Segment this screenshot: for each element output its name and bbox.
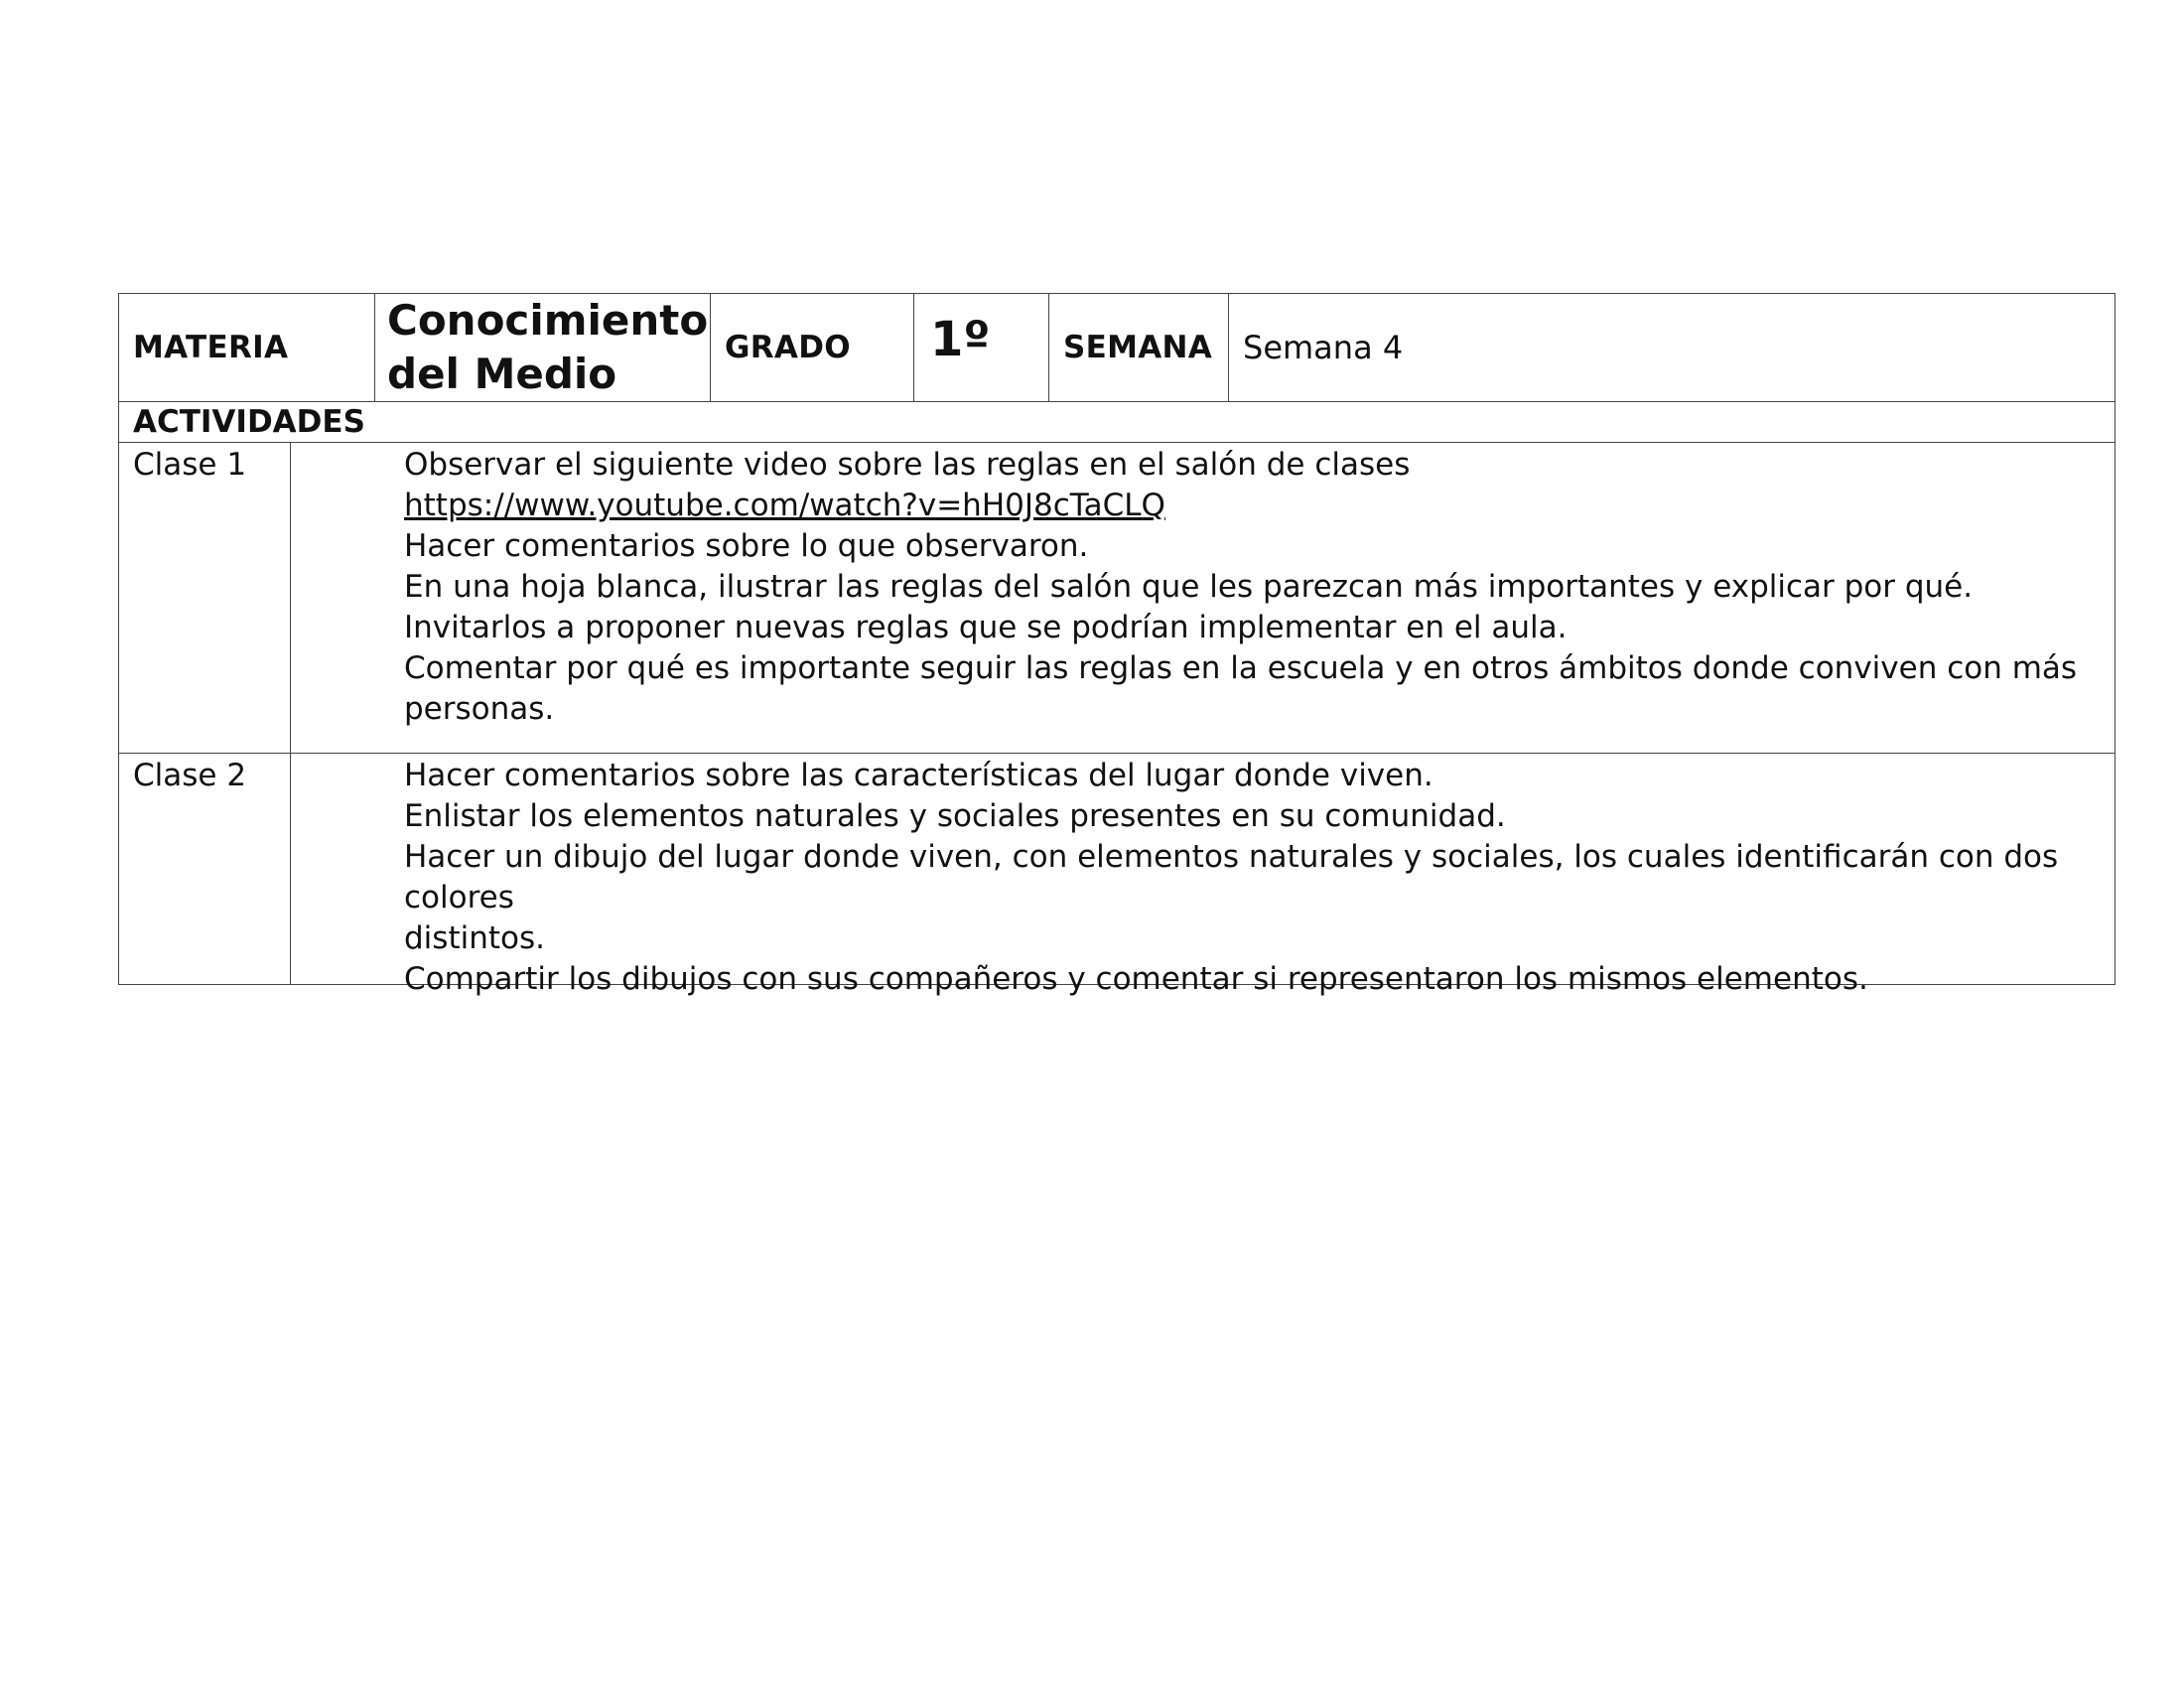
activity-line: Comentar por qué es importante seguir las reglas en la escuela y en otros ámbitos donde conviven con más	[404, 650, 2078, 686]
materia-label: MATERIA	[133, 330, 289, 365]
grado-label-cell	[711, 294, 914, 401]
semana-value-cell	[1229, 294, 2115, 401]
activity-line: Invitarlos a proponer nuevas reglas que se podrían implementar en el aula.	[404, 610, 1568, 645]
grado-label: GRADO	[725, 330, 851, 365]
grado-value-cell	[914, 294, 1049, 401]
materia-label-cell	[119, 294, 375, 401]
activity-line: En una hoja blanca, ilustrar las reglas del salón que les parezcan más importantes y explicar por qué.	[404, 569, 1974, 605]
class-row-1	[119, 443, 2115, 754]
activity-line: Hacer comentarios sobre lo que observaron.	[404, 528, 1089, 564]
semana-label-cell	[1049, 294, 1229, 401]
class-row-2	[119, 754, 2115, 997]
activities-title: ACTIVIDADES	[133, 403, 365, 440]
activities-table	[118, 401, 2116, 997]
semana-label: SEMANA	[1063, 330, 1213, 365]
activity-line: Enlistar los elementos naturales y sociales presentes en su comunidad.	[404, 798, 1506, 834]
header-table	[118, 293, 2116, 402]
activity-line: Hacer un dibujo del lugar donde viven, con elementos naturales y sociales, los cuales identificarán con dos colores	[404, 839, 2059, 915]
activity-line: distintos.	[404, 920, 545, 956]
materia-value: Conocimiento del Medio	[387, 296, 709, 398]
class-body-1	[291, 443, 2115, 753]
activity-line: Compartir los dibujos con sus compañeros y comentar si representaron los mismos elementos.	[404, 961, 1868, 997]
semana-value: Semana 4	[1243, 329, 1404, 366]
class-body-2	[291, 754, 2115, 997]
activities-header	[119, 401, 2115, 443]
activity-line: Observar el siguiente video sobre las reglas en el salón de clases	[404, 447, 1411, 483]
materia-value-cell	[375, 294, 711, 401]
class-label-1: Clase 1	[119, 443, 291, 753]
grado-value: 1º	[930, 312, 991, 367]
activity-line: Hacer comentarios sobre las características del lugar donde viven.	[404, 758, 1433, 793]
activity-line: personas.	[404, 691, 555, 727]
video-link[interactable]: https://www.youtube.com/watch?v=hH0J8cTaCLQ	[404, 488, 1165, 523]
class-label-2: Clase 2	[119, 754, 291, 984]
